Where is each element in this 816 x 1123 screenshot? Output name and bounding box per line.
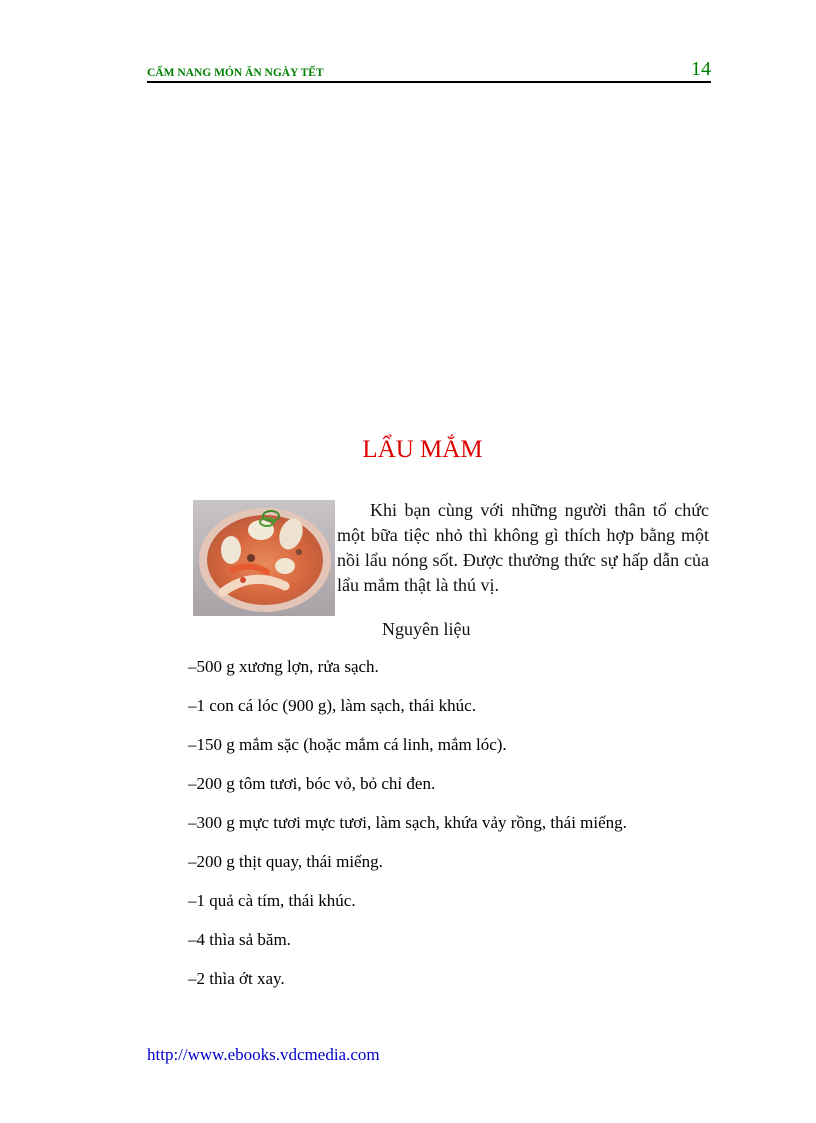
- recipe-intro: Khi bạn cùng với những người thân tổ chức một bữa tiệc nhỏ thì không gì thích hợp bằng một nồi lẩu nóng sốt. Được thưởng thức sự hấp dẫn của lẩu mắm thật là thú vị.: [337, 500, 709, 595]
- ingredient-item: –4 thìa sả băm.: [188, 930, 291, 949]
- page-number: 14: [691, 58, 711, 80]
- ingredient-item: –300 g mực tươi mực tươi, làm sạch, khứa vảy rồng, thái miếng.: [188, 813, 627, 832]
- ingredient-item: –1 quả cà tím, thái khúc.: [188, 891, 356, 910]
- ingredient-item: –150 g mắm sặc (hoặc mắm cá linh, mắm lóc).: [188, 735, 507, 754]
- header-divider: [147, 81, 711, 83]
- ingredient-item: –500 g xương lợn, rửa sạch.: [188, 657, 379, 676]
- book-title: CẨM NANG MÓN ĂN NGÀY TẾT: [147, 67, 324, 79]
- footer-website-link[interactable]: http://www.ebooks.vdcmedia.com: [147, 1045, 380, 1064]
- hotpot-photo-graphic: [193, 500, 335, 616]
- ingredient-item: –200 g thịt quay, thái miếng.: [188, 852, 383, 871]
- page-header: [147, 58, 711, 84]
- recipe-title: LẨU MẮM: [362, 436, 483, 463]
- ingredients-list: [188, 656, 627, 1007]
- ingredient-item: –2 thìa ớt xay.: [188, 969, 285, 988]
- ingredient-item: –1 con cá lóc (900 g), làm sạch, thái khúc.: [188, 696, 476, 715]
- hotpot-photo: [193, 500, 335, 616]
- ingredients-heading: Nguyên liệu: [382, 619, 471, 639]
- ingredient-item: –200 g tôm tươi, bóc vỏ, bỏ chỉ đen.: [188, 774, 436, 793]
